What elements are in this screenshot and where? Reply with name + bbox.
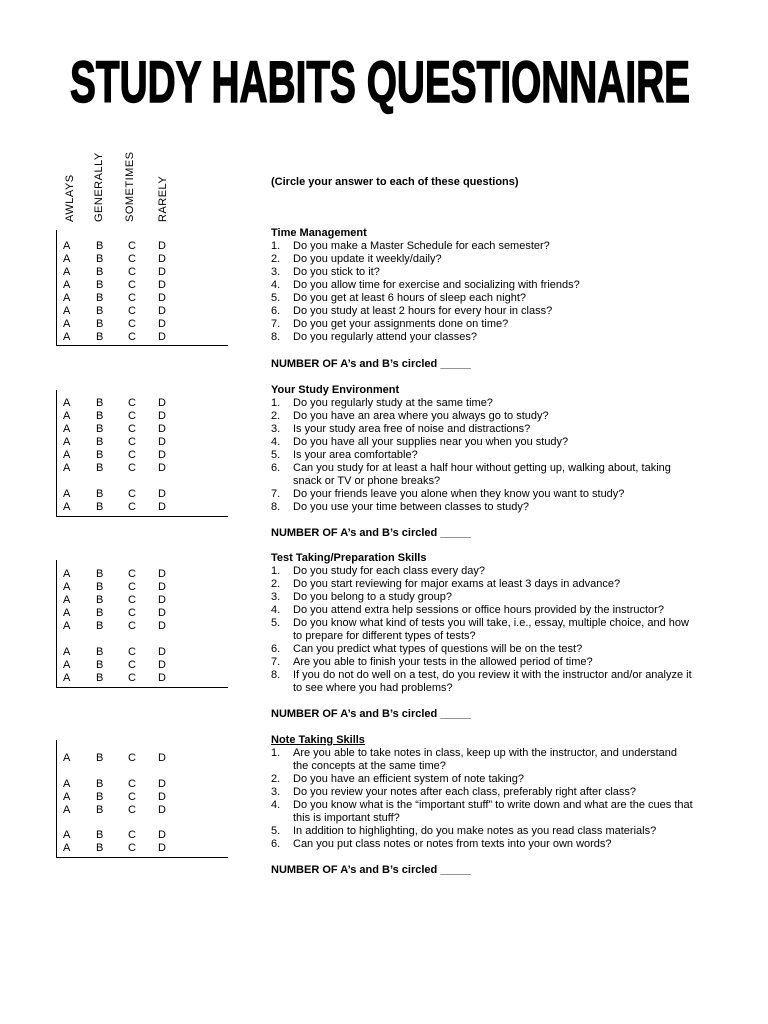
page-title — [60, 30, 700, 120]
question-number: 3. — [271, 423, 281, 435]
question-line: Is your study area free of noise and distractions? — [293, 423, 531, 435]
question-text — [293, 591, 713, 604]
answer-choice-a[interactable]: A — [63, 672, 71, 684]
answer-row — [63, 594, 203, 607]
question — [271, 305, 713, 318]
question — [271, 423, 713, 436]
question-number: 5. — [271, 825, 281, 837]
instructions: (Circle your answer to each of these questions) — [271, 176, 519, 188]
question-text — [293, 617, 713, 643]
answer-choice-a[interactable]: A — [63, 253, 71, 265]
answer-choice-b[interactable]: B — [96, 397, 104, 409]
answer-choice-b[interactable]: B — [96, 292, 104, 304]
question-text — [293, 462, 713, 488]
question-text — [293, 578, 713, 591]
answer-bracket-line — [56, 516, 228, 517]
column-header-rarely: RARELY — [157, 175, 169, 222]
answer-choice-c[interactable]: C — [128, 829, 136, 841]
question-line: If you do not do well on a test, do you review it with the instructor and/or analyze it — [293, 669, 692, 681]
question — [271, 747, 713, 773]
answer-choice-c[interactable]: C — [128, 462, 136, 474]
question-number: 8. — [271, 669, 281, 681]
answer-choice-a[interactable]: A — [63, 620, 71, 632]
question-number: 4. — [271, 436, 281, 448]
answer-row — [63, 397, 203, 410]
answer-choice-a[interactable]: A — [63, 410, 71, 422]
answer-row — [63, 672, 203, 685]
question — [271, 331, 713, 344]
question — [271, 786, 713, 799]
question-text — [293, 266, 713, 279]
answer-row — [63, 501, 203, 514]
answer-choice-c[interactable]: C — [128, 331, 136, 343]
answer-choice-c[interactable]: C — [128, 397, 136, 409]
question — [271, 279, 713, 292]
answer-choice-b[interactable]: B — [96, 253, 104, 265]
question-number: 4. — [271, 279, 281, 291]
question — [271, 436, 713, 449]
answer-choice-b[interactable]: B — [96, 266, 104, 278]
answer-choice-d[interactable]: D — [158, 292, 166, 304]
question-number: 5. — [271, 617, 281, 629]
question-number: 5. — [271, 449, 281, 461]
question — [271, 773, 713, 786]
question-line: Do you allow time for exercise and socializing with friends? — [293, 279, 580, 291]
answer-choice-c[interactable]: C — [128, 449, 136, 461]
question — [271, 565, 713, 578]
answer-choice-d[interactable]: D — [158, 318, 166, 330]
answer-choice-d[interactable]: D — [158, 752, 166, 764]
answer-choice-a[interactable]: A — [63, 397, 71, 409]
question-line: Do you get at least 6 hours of sleep each night? — [293, 292, 526, 304]
question-text — [293, 318, 713, 331]
question — [271, 656, 713, 669]
answer-choice-d[interactable]: D — [158, 305, 166, 317]
question-text — [293, 397, 713, 410]
count-line: NUMBER OF A’s and B’s circled _____ — [271, 708, 471, 720]
answer-row — [63, 488, 203, 501]
answer-choice-a[interactable]: A — [63, 752, 71, 764]
answer-choice-c[interactable]: C — [128, 568, 136, 580]
question — [271, 604, 713, 617]
question-line: Do you know what kind of tests you will take, i.e., essay, multiple choice, and how — [293, 617, 689, 629]
question-text — [293, 240, 713, 253]
answer-choice-b[interactable]: B — [96, 501, 104, 513]
answer-choice-d[interactable]: D — [158, 501, 166, 513]
answer-choice-a[interactable]: A — [63, 607, 71, 619]
answer-choice-c[interactable]: C — [128, 436, 136, 448]
column-header-always: AWLAYS — [64, 174, 76, 222]
answer-choice-a[interactable]: A — [63, 449, 71, 461]
column-header-generally: GENERALLY — [93, 152, 105, 222]
question-number: 8. — [271, 331, 281, 343]
answer-choice-d[interactable]: D — [158, 568, 166, 580]
question-line: Do you start reviewing for major exams at least 3 days in advance? — [293, 578, 621, 590]
answer-row — [63, 266, 203, 279]
answer-choice-b[interactable]: B — [96, 607, 104, 619]
question — [271, 669, 713, 695]
answer-choice-d[interactable]: D — [158, 266, 166, 278]
answer-row — [63, 305, 203, 318]
answer-choice-b[interactable]: B — [96, 804, 104, 816]
question-line: Do you attend extra help sessions or office hours provided by the instructor? — [293, 604, 664, 616]
question — [271, 240, 713, 253]
answer-choice-c[interactable]: C — [128, 488, 136, 500]
answer-row — [63, 462, 203, 475]
answer-choice-c[interactable]: C — [128, 292, 136, 304]
question-number: 7. — [271, 488, 281, 500]
question-text — [293, 643, 713, 656]
question-number: 2. — [271, 773, 281, 785]
question-number: 4. — [271, 604, 281, 616]
question — [271, 266, 713, 279]
answer-row — [63, 829, 203, 842]
answer-choice-a[interactable]: A — [63, 501, 71, 513]
answer-row — [63, 842, 203, 855]
answer-choice-a[interactable]: A — [63, 423, 71, 435]
answer-choice-c[interactable]: C — [128, 318, 136, 330]
answer-choice-b[interactable]: B — [96, 646, 104, 658]
question-text — [293, 501, 713, 514]
answer-choice-a[interactable]: A — [63, 778, 71, 790]
question-line: Do you regularly study at the same time? — [293, 397, 493, 409]
question-line: the concepts at the same time? — [293, 760, 446, 772]
question-number: 2. — [271, 578, 281, 590]
question-number: 8. — [271, 501, 281, 513]
answer-choice-a[interactable]: A — [63, 292, 71, 304]
question-text — [293, 331, 713, 344]
answer-choice-a[interactable]: A — [63, 436, 71, 448]
question-text — [293, 436, 713, 449]
answer-row — [63, 646, 203, 659]
question-number: 6. — [271, 305, 281, 317]
question-line: Are you able to finish your tests in the allowed period of time? — [293, 656, 593, 668]
answer-choice-b[interactable]: B — [96, 462, 104, 474]
question-text — [293, 786, 713, 799]
question-line: Do you have an efficient system of note taking? — [293, 773, 524, 785]
question-line: Do you have an area where you always go to study? — [293, 410, 549, 422]
question-line: Can you predict what types of questions will be on the test? — [293, 643, 583, 655]
question-line: to see where you had problems? — [293, 682, 453, 694]
answer-choice-c[interactable]: C — [128, 266, 136, 278]
question-line: Do you make a Master Schedule for each semester? — [293, 240, 550, 252]
answer-choice-c[interactable]: C — [128, 279, 136, 291]
answer-choice-b[interactable]: B — [96, 778, 104, 790]
question — [271, 397, 713, 410]
answer-choice-b[interactable]: B — [96, 620, 104, 632]
answer-choice-a[interactable]: A — [63, 581, 71, 593]
question — [271, 617, 713, 643]
question-text — [293, 253, 713, 266]
answer-row — [63, 449, 203, 462]
question-line: Do you use your time between classes to study? — [293, 501, 530, 513]
answer-row — [63, 253, 203, 266]
answer-choice-a[interactable]: A — [63, 659, 71, 671]
question-number: 3. — [271, 786, 281, 798]
answer-row — [63, 778, 203, 791]
question-text — [293, 773, 713, 786]
answer-choice-d[interactable]: D — [158, 607, 166, 619]
question — [271, 462, 713, 488]
section-title-study-environment: Your Study Environment — [271, 384, 400, 396]
question-line: Are you able to take notes in class, keep up with the instructor, and understand — [293, 747, 678, 759]
answer-row — [63, 607, 203, 620]
answer-choice-d[interactable]: D — [158, 410, 166, 422]
answer-row — [63, 318, 203, 331]
answer-choice-d[interactable]: D — [158, 488, 166, 500]
answer-choice-a[interactable]: A — [63, 318, 71, 330]
question-line: Do you have all your supplies near you when you study? — [293, 436, 569, 448]
question-line: Can you study for at least a half hour without getting up, walking about, taking — [293, 462, 671, 474]
answer-choice-b[interactable]: B — [96, 672, 104, 684]
answer-choice-d[interactable]: D — [158, 791, 166, 803]
answer-row — [63, 568, 203, 581]
answer-choice-d[interactable]: D — [158, 659, 166, 671]
question-number: 1. — [271, 397, 281, 409]
question-line: Can you put class notes or notes from texts into your own words? — [293, 838, 612, 850]
answer-choice-a[interactable]: A — [63, 279, 71, 291]
question-text — [293, 656, 713, 669]
question-text — [293, 747, 713, 773]
question-number: 6. — [271, 462, 281, 474]
answer-choice-d[interactable]: D — [158, 423, 166, 435]
question-text — [293, 449, 713, 462]
question-text — [293, 305, 713, 318]
answer-choice-c[interactable]: C — [128, 607, 136, 619]
answer-choice-a[interactable]: A — [63, 791, 71, 803]
question-line: Do you get your assignments done on time? — [293, 318, 509, 330]
answer-choice-a[interactable]: A — [63, 462, 71, 474]
answer-choice-d[interactable]: D — [158, 842, 166, 854]
question — [271, 799, 713, 825]
answer-choice-b[interactable]: B — [96, 449, 104, 461]
answer-choice-b[interactable]: B — [96, 842, 104, 854]
answer-row — [63, 240, 203, 253]
answer-choice-c[interactable]: C — [128, 253, 136, 265]
answer-row — [63, 331, 203, 344]
question-line: snack or TV or phone breaks? — [293, 475, 441, 487]
answer-choice-c[interactable]: C — [128, 410, 136, 422]
answer-choice-d[interactable]: D — [158, 331, 166, 343]
answer-choice-d[interactable]: D — [158, 804, 166, 816]
answer-choice-d[interactable]: D — [158, 462, 166, 474]
answer-choice-c[interactable]: C — [128, 423, 136, 435]
question-number: 7. — [271, 656, 281, 668]
answer-choice-d[interactable]: D — [158, 594, 166, 606]
answer-choice-b[interactable]: B — [96, 318, 104, 330]
question — [271, 578, 713, 591]
answer-row — [63, 436, 203, 449]
question-line: Do you know what is the “important stuff” to write down and what are the cues that — [293, 799, 693, 811]
answer-choice-b[interactable]: B — [96, 752, 104, 764]
answer-bracket-line — [56, 560, 57, 687]
answer-choice-a[interactable]: A — [63, 331, 71, 343]
answer-choice-c[interactable]: C — [128, 594, 136, 606]
answer-bracket-line — [56, 687, 228, 688]
question-text — [293, 410, 713, 423]
question-line: this is important stuff? — [293, 812, 400, 824]
question — [271, 488, 713, 501]
question-line: Do you regularly attend your classes? — [293, 331, 478, 343]
answer-choice-a[interactable]: A — [63, 568, 71, 580]
answer-choice-b[interactable]: B — [96, 594, 104, 606]
answer-choice-b[interactable]: B — [96, 240, 104, 252]
answer-choice-b[interactable]: B — [96, 410, 104, 422]
answer-choice-b[interactable]: B — [96, 423, 104, 435]
count-line: NUMBER OF A’s and B’s circled _____ — [271, 527, 471, 539]
question-text — [293, 488, 713, 501]
question — [271, 838, 713, 851]
answer-choice-a[interactable]: A — [63, 804, 71, 816]
question-number: 6. — [271, 838, 281, 850]
answer-choice-a[interactable]: A — [63, 842, 71, 854]
answer-choice-d[interactable]: D — [158, 829, 166, 841]
answer-choice-b[interactable]: B — [96, 331, 104, 343]
question-line: Do you belong to a study group? — [293, 591, 453, 603]
count-line: NUMBER OF A’s and B’s circled _____ — [271, 358, 471, 370]
question-number: 3. — [271, 266, 281, 278]
answer-choice-d[interactable]: D — [158, 397, 166, 409]
question — [271, 449, 713, 462]
answer-choice-b[interactable]: B — [96, 581, 104, 593]
question-line: Do you study at least 2 hours for every hour in class? — [293, 305, 553, 317]
answer-choice-b[interactable]: B — [96, 488, 104, 500]
answer-row — [63, 279, 203, 292]
answer-choice-d[interactable]: D — [158, 279, 166, 291]
question-line: Is your area comfortable? — [293, 449, 418, 461]
question-line: to prepare for different types of tests? — [293, 630, 476, 642]
question — [271, 501, 713, 514]
question-text — [293, 825, 713, 838]
question-line: Do your friends leave you alone when they know you want to study? — [293, 488, 625, 500]
answer-choice-c[interactable]: C — [128, 842, 136, 854]
question-number: 4. — [271, 799, 281, 811]
answer-bracket-line — [56, 390, 57, 516]
question — [271, 318, 713, 331]
question-number: 1. — [271, 747, 281, 759]
answer-choice-a[interactable]: A — [63, 488, 71, 500]
question-number: 3. — [271, 591, 281, 603]
answer-choice-b[interactable]: B — [96, 791, 104, 803]
count-line: NUMBER OF A’s and B’s circled _____ — [271, 864, 471, 876]
question-line: Do you study for each class every day? — [293, 565, 485, 577]
answer-choice-c[interactable]: C — [128, 581, 136, 593]
answer-choice-b[interactable]: B — [96, 829, 104, 841]
answer-row — [63, 804, 203, 817]
answer-choice-a[interactable]: A — [63, 240, 71, 252]
question-text — [293, 565, 713, 578]
answer-choice-a[interactable]: A — [63, 646, 71, 658]
answer-row — [63, 620, 203, 633]
answer-choice-c[interactable]: C — [128, 501, 136, 513]
answer-choice-a[interactable]: A — [63, 266, 71, 278]
answer-choice-c[interactable]: C — [128, 672, 136, 684]
question-line: Do you review your notes after each class, preferably right after class? — [293, 786, 636, 798]
question — [271, 410, 713, 423]
answer-row — [63, 410, 203, 423]
svg-text:STUDY HABITS QUESTIONNAIRE: STUDY HABITS QUESTIONNAIRE — [70, 50, 690, 115]
answer-choice-d[interactable]: D — [158, 449, 166, 461]
question-text — [293, 838, 713, 851]
answer-choice-c[interactable]: C — [128, 305, 136, 317]
question — [271, 825, 713, 838]
answer-bracket-line — [56, 740, 57, 857]
question-number: 1. — [271, 240, 281, 252]
question — [271, 591, 713, 604]
answer-choice-c[interactable]: C — [128, 659, 136, 671]
question — [271, 292, 713, 305]
answer-choice-d[interactable]: D — [158, 778, 166, 790]
question-text — [293, 669, 713, 695]
answer-bracket-line — [56, 230, 57, 345]
question-number: 2. — [271, 253, 281, 265]
answer-choice-a[interactable]: A — [63, 829, 71, 841]
answer-row — [63, 292, 203, 305]
answer-choice-c[interactable]: C — [128, 791, 136, 803]
question-text — [293, 292, 713, 305]
question-line: Do you stick to it? — [293, 266, 380, 278]
question-number: 5. — [271, 292, 281, 304]
answer-choice-d[interactable]: D — [158, 436, 166, 448]
answer-choice-b[interactable]: B — [96, 659, 104, 671]
answer-choice-a[interactable]: A — [63, 594, 71, 606]
question-line: Do you update it weekly/daily? — [293, 253, 442, 265]
answer-choice-d[interactable]: D — [158, 240, 166, 252]
answer-row — [63, 752, 203, 765]
question-text — [293, 604, 713, 617]
answer-row — [63, 423, 203, 436]
question — [271, 643, 713, 656]
answer-choice-d[interactable]: D — [158, 620, 166, 632]
answer-choice-b[interactable]: B — [96, 305, 104, 317]
question-number: 2. — [271, 410, 281, 422]
question-number: 6. — [271, 643, 281, 655]
answer-choice-a[interactable]: A — [63, 305, 71, 317]
question-number: 1. — [271, 565, 281, 577]
section-title-note-taking: Note Taking Skills — [271, 734, 365, 746]
answer-row — [63, 791, 203, 804]
column-header-sometimes: SOMETIMES — [124, 151, 136, 222]
answer-choice-d[interactable]: D — [158, 253, 166, 265]
answer-choice-d[interactable]: D — [158, 672, 166, 684]
answer-choice-c[interactable]: C — [128, 804, 136, 816]
question-text — [293, 799, 713, 825]
question-text — [293, 279, 713, 292]
question-number: 7. — [271, 318, 281, 330]
answer-choice-d[interactable]: D — [158, 581, 166, 593]
answer-bracket-line — [56, 857, 228, 858]
answer-bracket-line — [56, 345, 228, 346]
question-line: In addition to highlighting, do you make notes as you read class materials? — [293, 825, 657, 837]
question-text — [293, 423, 713, 436]
section-title-time-management: Time Management — [271, 227, 367, 239]
answer-choice-c[interactable]: C — [128, 620, 136, 632]
answer-choice-c[interactable]: C — [128, 240, 136, 252]
answer-choice-b[interactable]: B — [96, 436, 104, 448]
answer-choice-b[interactable]: B — [96, 279, 104, 291]
answer-row — [63, 581, 203, 594]
answer-choice-d[interactable]: D — [158, 646, 166, 658]
section-title-test-taking: Test Taking/Preparation Skills — [271, 552, 427, 564]
answer-choice-c[interactable]: C — [128, 778, 136, 790]
answer-row — [63, 659, 203, 672]
answer-choice-b[interactable]: B — [96, 568, 104, 580]
question — [271, 253, 713, 266]
answer-choice-c[interactable]: C — [128, 752, 136, 764]
answer-choice-c[interactable]: C — [128, 646, 136, 658]
